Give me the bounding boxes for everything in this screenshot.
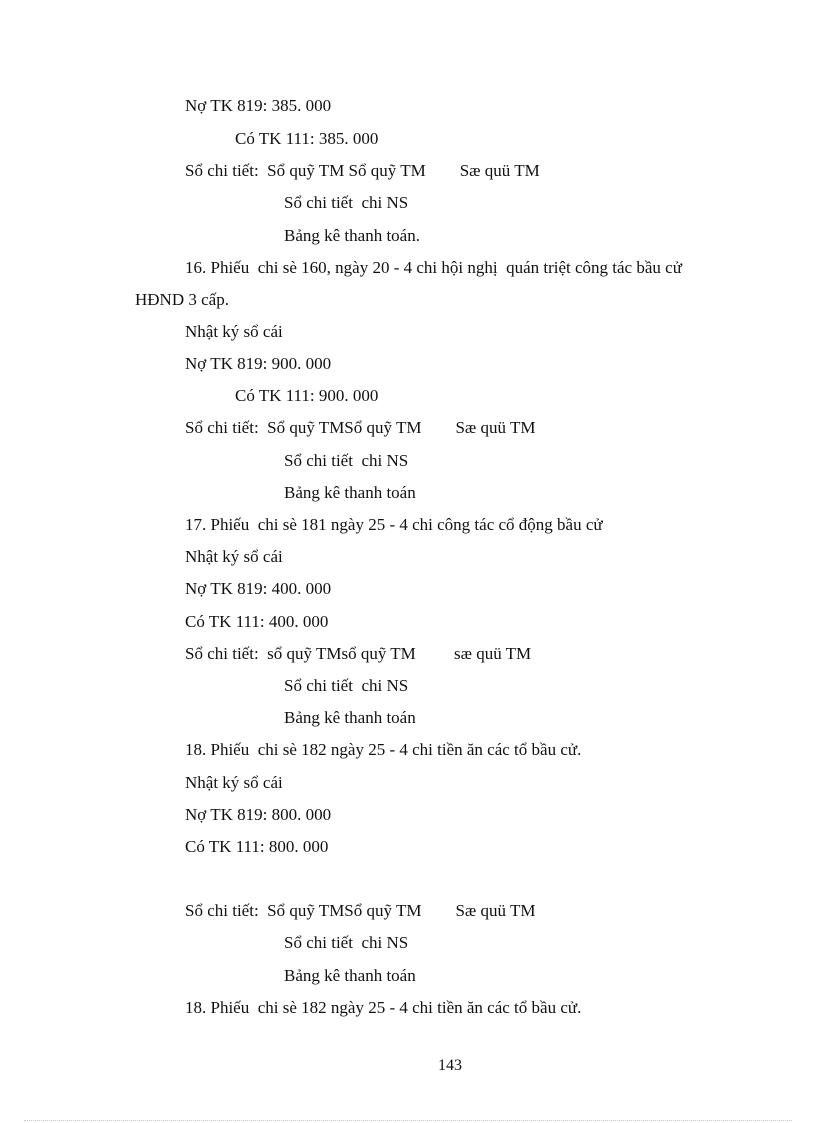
debit-entry: Nợ TK 819: 400. 000 bbox=[185, 579, 332, 598]
page-number: 143 bbox=[438, 1057, 462, 1074]
credit-entry: Có TK 111: 400. 000 bbox=[185, 612, 329, 631]
debit-entry: Nợ TK 819: 385. 000 bbox=[185, 96, 332, 115]
detail-books: Sổ chi tiết: Sổ quỹ TMSổ quỹ TM Sæ quü TM bbox=[185, 418, 536, 437]
credit-entry: Có TK 111: 800. 000 bbox=[185, 837, 329, 856]
page-bottom-divider bbox=[24, 1120, 792, 1121]
credit-entry: Có TK 111: 900. 000 bbox=[235, 386, 379, 405]
detail-books: Sổ chi tiết: sổ quỹ TMsổ quỹ TM sæ quü TM bbox=[185, 644, 532, 663]
journal-label: Nhật ký sổ cái bbox=[185, 547, 283, 566]
debit-entry: Nợ TK 819: 900. 000 bbox=[185, 354, 332, 373]
detail-books: Sổ chi tiết: Sổ quỹ TM Sổ quỹ TM Sæ quü TM bbox=[185, 161, 540, 180]
journal-label: Nhật ký sổ cái bbox=[185, 773, 283, 792]
item-heading-cont: HĐND 3 cấp. bbox=[135, 290, 229, 309]
detail-ns: Sổ chi tiết chi NS bbox=[284, 933, 409, 952]
payment-list: Bảng kê thanh toán bbox=[284, 483, 416, 502]
item-heading: 18. Phiếu chi sè 182 ngày 25 - 4 chi tiền ăn các tổ bầu cử. bbox=[185, 740, 582, 759]
credit-entry: Có TK 111: 385. 000 bbox=[235, 129, 379, 148]
item-heading: 17. Phiếu chi sè 181 ngày 25 - 4 chi công tác cổ động bầu cử bbox=[185, 515, 603, 534]
detail-ns: Sổ chi tiết chi NS bbox=[284, 451, 409, 470]
detail-ns: Sổ chi tiết chi NS bbox=[284, 193, 409, 212]
detail-ns: Sổ chi tiết chi NS bbox=[284, 676, 409, 695]
payment-list: Bảng kê thanh toán bbox=[284, 966, 416, 985]
journal-label: Nhật ký sổ cái bbox=[185, 322, 283, 341]
debit-entry: Nợ TK 819: 800. 000 bbox=[185, 805, 332, 824]
payment-list: Bảng kê thanh toán bbox=[284, 708, 416, 727]
payment-list: Bảng kê thanh toán. bbox=[284, 226, 420, 245]
detail-books: Sổ chi tiết: Sổ quỹ TMSổ quỹ TM Sæ quü TM bbox=[185, 901, 536, 920]
item-heading: 16. Phiếu chi sè 160, ngày 20 - 4 chi hội nghị quán triệt công tác bầu cử bbox=[185, 258, 682, 277]
item-heading: 18. Phiếu chi sè 182 ngày 25 - 4 chi tiền ăn các tổ bầu cử. bbox=[185, 998, 582, 1017]
